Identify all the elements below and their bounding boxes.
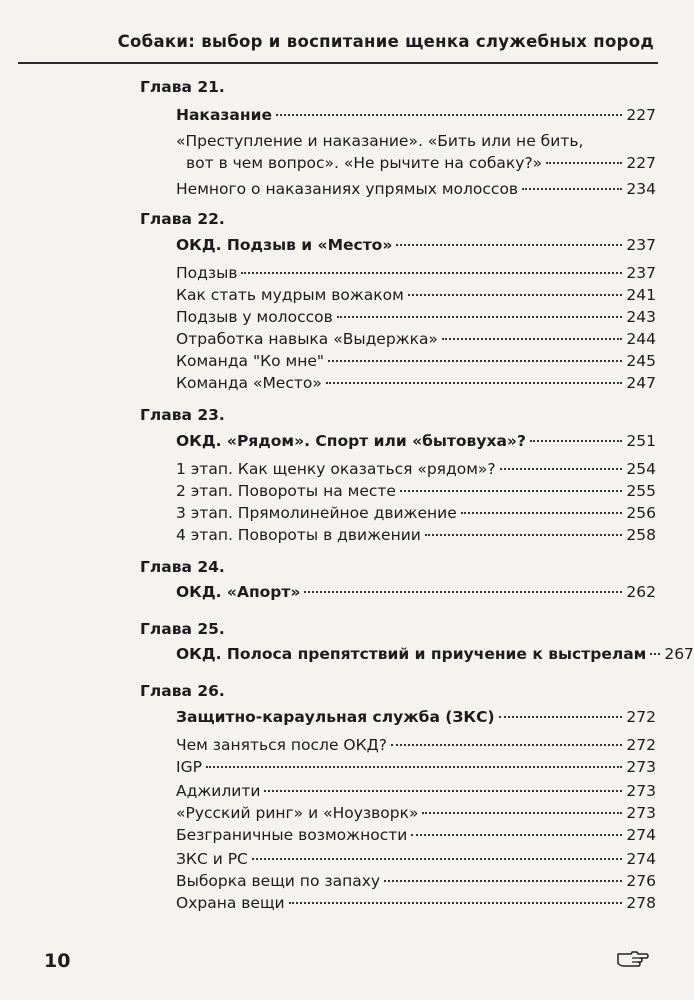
chapter-heading: Глава 23. <box>140 406 225 424</box>
toc-entry-title: Защитно-караульная служба (ЗКС) <box>176 708 495 726</box>
chapter-heading: Глава 26. <box>140 682 225 700</box>
running-title: Собаки: выбор и воспитание щенка служебных пород <box>117 32 654 51</box>
toc-entry-title: Аджилити <box>176 782 261 800</box>
toc-entry-title: Безграничные возможности <box>176 826 408 844</box>
pointing-hand-icon <box>616 946 650 968</box>
toc-entry-title: 2 этап. Повороты на месте <box>176 482 396 500</box>
dot-leader <box>400 490 622 492</box>
toc-entry <box>176 870 656 892</box>
dot-leader <box>442 338 622 340</box>
toc-entry <box>176 458 656 480</box>
toc-entry-title: ОКД. Подзыв и «Место» <box>176 236 393 254</box>
toc-entry <box>176 350 656 372</box>
toc-entry <box>176 780 656 802</box>
toc-entry <box>176 581 656 603</box>
toc-entry <box>176 892 656 914</box>
toc-page-number: 276 <box>626 872 656 890</box>
toc-page-number: 227 <box>626 154 656 172</box>
toc-page-number: 237 <box>626 236 656 254</box>
toc-entry <box>176 502 656 524</box>
toc-entry-title: ЗКС и РС <box>176 850 248 868</box>
toc-entry-title: 4 этап. Повороты в движении <box>176 526 421 544</box>
dot-leader <box>461 512 623 514</box>
toc-page-number: 237 <box>626 264 656 282</box>
dot-leader <box>650 653 660 655</box>
toc-page-number: 241 <box>626 286 656 304</box>
dot-leader <box>264 790 622 792</box>
toc-page-number: 272 <box>626 708 656 726</box>
dot-leader <box>530 440 622 442</box>
page-number: 10 <box>44 950 71 972</box>
toc-page-number: 243 <box>626 308 656 326</box>
toc-entry <box>176 130 656 174</box>
toc-page-number: 273 <box>626 782 656 800</box>
toc-entry-title: Команда "Ко мне" <box>176 352 324 370</box>
toc-page-number: 244 <box>626 330 656 348</box>
toc-page-number: 274 <box>626 826 656 844</box>
toc-entry <box>176 643 694 665</box>
dot-leader <box>391 744 622 746</box>
dot-leader <box>206 766 622 768</box>
toc-entry-title: Немного о наказаниях упрямых молоссов <box>176 180 519 198</box>
toc-entry <box>176 802 656 824</box>
dot-leader <box>328 360 622 362</box>
toc-page-number: 255 <box>626 482 656 500</box>
toc-entry-title: Команда «Место» <box>176 374 322 392</box>
toc-page-number: 262 <box>626 583 656 601</box>
dot-leader <box>252 858 623 860</box>
chapter-heading: Глава 21. <box>140 78 225 96</box>
toc-entry-title: Подзыв <box>176 264 238 282</box>
toc-entry <box>176 234 656 256</box>
dot-leader <box>411 834 622 836</box>
chapter-heading: Глава 25. <box>140 620 225 638</box>
toc-entry-title: 3 этап. Прямолинейное движение <box>176 504 457 522</box>
toc-entry <box>176 734 656 756</box>
dot-leader <box>425 534 623 536</box>
toc-page-number: 256 <box>626 504 656 522</box>
toc-entry <box>176 328 656 350</box>
dot-leader <box>396 244 622 246</box>
toc-entry-title: «Русский ринг» и «Ноузворк» <box>176 804 419 822</box>
dot-leader <box>499 716 623 718</box>
toc-entry <box>176 306 656 328</box>
toc-entry <box>176 178 656 200</box>
toc-entry <box>176 372 656 394</box>
chapter-heading: Глава 22. <box>140 210 225 228</box>
running-header <box>0 0 676 66</box>
dot-leader <box>304 591 622 593</box>
toc-entry-title: Охрана вещи <box>176 894 285 912</box>
toc-entry-title: Выборка вещи по запаху <box>176 872 381 890</box>
toc-entry-title: Чем заняться после ОКД? <box>176 736 387 754</box>
dot-leader <box>422 812 622 814</box>
toc-page-number: 272 <box>626 736 656 754</box>
toc-page-number: 278 <box>626 894 656 912</box>
toc-entry-title: IGP <box>176 758 202 776</box>
toc-entry <box>176 104 656 126</box>
toc-page-number: 251 <box>626 432 656 450</box>
toc-page-number: 274 <box>626 850 656 868</box>
toc-entry-title: ОКД. Полоса препятствий и приучение к выстрелам <box>176 645 647 663</box>
dot-leader <box>500 468 623 470</box>
toc-entry-title: «Преступление и наказание». «Бить или не бить, <box>176 132 584 150</box>
toc-page-number: 247 <box>626 374 656 392</box>
toc-page-number: 245 <box>626 352 656 370</box>
toc-entry <box>176 756 656 778</box>
toc-entry-title: Отработка навыка «Выдержка» <box>176 330 438 348</box>
dot-leader <box>522 188 622 190</box>
toc-entry-title: ОКД. «Апорт» <box>176 583 301 601</box>
toc-entry-title: Наказание <box>176 106 272 124</box>
header-rule <box>18 62 658 64</box>
toc-entry-title: Подзыв у молоссов <box>176 308 333 326</box>
dot-leader <box>384 880 622 882</box>
toc-page-number: 258 <box>626 526 656 544</box>
toc-entry-title: ОКД. «Рядом». Спорт или «бытовуха»? <box>176 432 526 450</box>
dot-leader <box>289 902 623 904</box>
dot-leader <box>276 114 622 116</box>
toc-entry <box>176 848 656 870</box>
toc-entry-title: Как стать мудрым вожаком <box>176 286 404 304</box>
dot-leader <box>241 272 622 274</box>
toc-page-number: 234 <box>626 180 656 198</box>
toc-entry <box>176 430 656 452</box>
chapter-heading: Глава 24. <box>140 558 225 576</box>
toc-entry <box>176 824 656 846</box>
toc-page-number: 267 <box>664 645 694 663</box>
toc-page-number: 227 <box>626 106 656 124</box>
toc-entry <box>176 262 656 284</box>
toc-entry <box>176 480 656 502</box>
dot-leader <box>408 294 623 296</box>
toc-entry <box>176 706 656 728</box>
toc-entry-title-cont: вот в чем вопрос». «Не рычите на собаку?» <box>186 154 543 172</box>
dot-leader <box>337 316 623 318</box>
toc-page-number: 273 <box>626 758 656 776</box>
dot-leader <box>326 382 623 384</box>
toc-entry-title: 1 этап. Как щенку оказаться «рядом»? <box>176 460 496 478</box>
toc-entry <box>176 284 656 306</box>
toc-entry <box>176 524 656 546</box>
toc-page-number: 254 <box>626 460 656 478</box>
toc-page-number: 273 <box>626 804 656 822</box>
dot-leader <box>546 162 622 164</box>
